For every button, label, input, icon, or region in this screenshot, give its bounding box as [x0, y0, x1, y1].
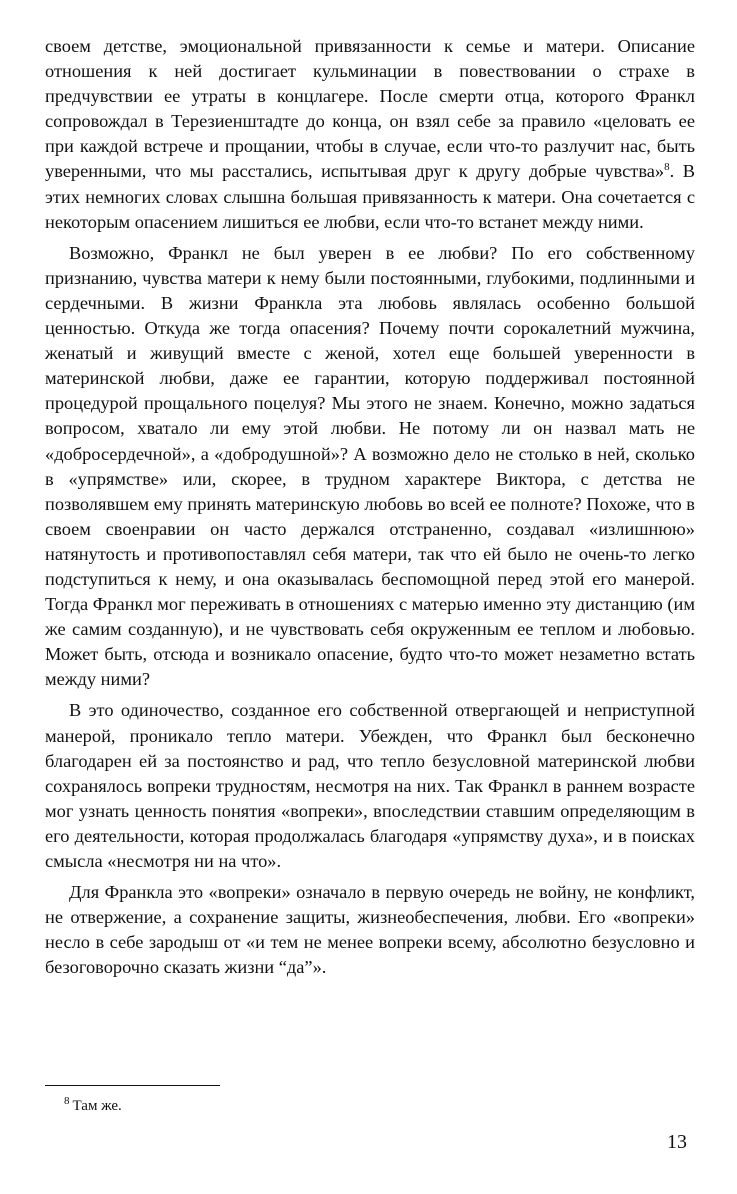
page-body: [45, 34, 695, 986]
paragraph-1-text-a: своем детстве, эмоциональной привязанности к семье и матери. Описание отношения к ней достигает кульминации в повествовании о страхе в предчувствии ее утраты в концлагере. После смерти отца, которого Франкл сопровождал в Терезиенштадте до конца, он взял себе за правило «целовать ее при каждой встрече и прощании, чтобы в случае, если что-то разлучит нас, быть уверенными, что мы расстались, испытывая друг к другу добрые чувства»: [45, 36, 695, 182]
footnote-ref-8[interactable]: 8: [664, 161, 670, 174]
paragraph-4: Для Франкла это «вопреки» означало в первую очередь не войну, не конфликт, не отвержение, а сохранение защиты, жизнеобеспечения, любви. Его «вопреки» несло в себе зародыш от «и тем не менее вопреки всему, абсолютно безусловно и безоговорочно сказать жизни “да”».: [45, 882, 695, 978]
paragraph-1: [45, 34, 695, 235]
footnote-divider: [45, 1085, 220, 1086]
footnote-text: Там же.: [72, 1098, 122, 1114]
page-number: 13: [667, 1131, 687, 1153]
paragraph-2: Возможно, Франкл не был уверен в ее любви? По его собственному признанию, чувства матери к нему были постоянными, глубокими, подлинными и сердечными. В жизни Франкла эта любовь являлась особенно большой ценностью. Откуда же тогда опасения? Почему почти сорокалетний мужчина, женатый и живущий вместе с женой, хотел еще большей уверенности в материнской любви, даже ее гарантии, которую поддерживал постоянной процедурой прощального поцелуя? Мы этого не знаем. Конечно, можно задаться вопросом, хватало ли ему этой любви. Не потому ли он назвал мать не «добросердечной», а «добродушной»? А возможно дело не столько в ней, сколько в «упрямстве» или, скорее, в трудном характере Виктора, с детства не позволявшем ему принять материнскую любовь во всей ее полноте? Похоже, что в своем своенравии он часто держался отстраненно, создавал «излишнюю» натянутость и противопоставлял себя матери, так что ей было не очень-то легко подступиться к нему, и она оказывалась беспомощной перед этой его манерой. Тогда Франкл мог переживать в отношениях с матерью именно эту дистанцию (им же самим созданную), и не чувствовать себя окруженным ее теплом и любовью. Может быть, отсюда и возникало опасение, будто что-то может незаметно встать между ними?: [45, 242, 695, 690]
paragraph-1-text-b: . В этих немногих словах слышна большая привязанность к матери. Она сочетается с некоторым опасением лишиться ее любви, если что-то встанет между ними.: [45, 161, 695, 232]
footnote-number: 8: [64, 1095, 70, 1107]
paragraph-3: В это одиночество, созданное его собственной отвергающей и неприступной манерой, проникало тепло матери. Убежден, что Франкл был бесконечно благодарен ей за постоянство и рад, что тепло безусловной материнской любви сохранялось вопреки трудностям, несмотря на них. Так Франкл в раннем возрасте мог узнать ценность понятия «вопреки», впоследствии ставшим определяющим в его деятельности, которая продолжалась благодаря «упрямству духа», и в поисках смысла «несмотря ни на что».: [45, 700, 695, 871]
footnote-8: [64, 1096, 122, 1116]
